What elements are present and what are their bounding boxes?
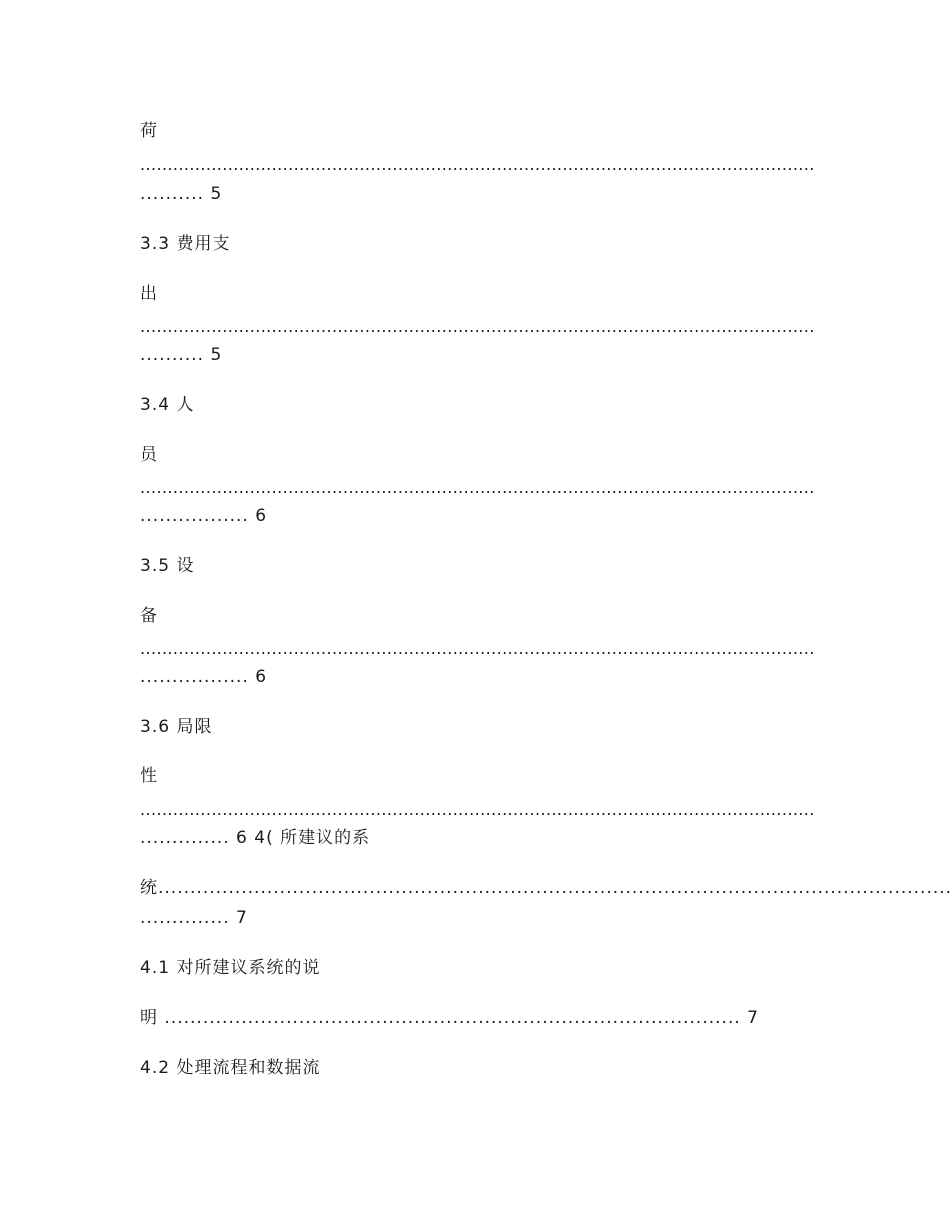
toc-page-number: ................. 6	[140, 506, 268, 526]
toc-text: 荷	[140, 121, 158, 141]
toc-dots: ...........................................................................................................................	[140, 478, 815, 497]
toc-entry-3-3: 3.3 费用支	[140, 234, 231, 254]
toc-text: 出	[140, 284, 158, 304]
toc-entry-4: 统............................................................................................................................	[140, 878, 952, 898]
toc-text: 备	[140, 606, 158, 626]
toc-page-number: ................. 6	[140, 667, 268, 687]
toc-dots: ...........................................................................................................................	[140, 155, 815, 174]
toc-text: 性	[140, 766, 158, 786]
toc-entry-3-4: 3.4 人	[140, 395, 195, 415]
toc-entry-4-1: 4.1 对所建议系统的说	[140, 958, 321, 978]
toc-entry-3-5: 3.5 设	[140, 556, 195, 576]
toc-page-number: .............. 6 4( 所建议的系	[140, 828, 371, 848]
toc-entry-3-6: 3.6 局限	[140, 717, 213, 737]
toc-dots: ...........................................................................................................................	[140, 317, 815, 336]
toc-dots: ...........................................................................................................................	[140, 639, 815, 658]
toc-page-number: .............. 7	[140, 908, 248, 928]
toc-page-number: .......... 5	[140, 345, 223, 365]
toc-page-number: .......... 5	[140, 184, 223, 204]
toc-entry-4-2: 4.2 处理流程和数据流	[140, 1058, 321, 1078]
toc-entry-4-1-cont: 明 .......................................................................................... 7	[140, 1008, 759, 1028]
toc-text: 员	[140, 445, 158, 465]
toc-dots: ...........................................................................................................................	[140, 800, 815, 819]
